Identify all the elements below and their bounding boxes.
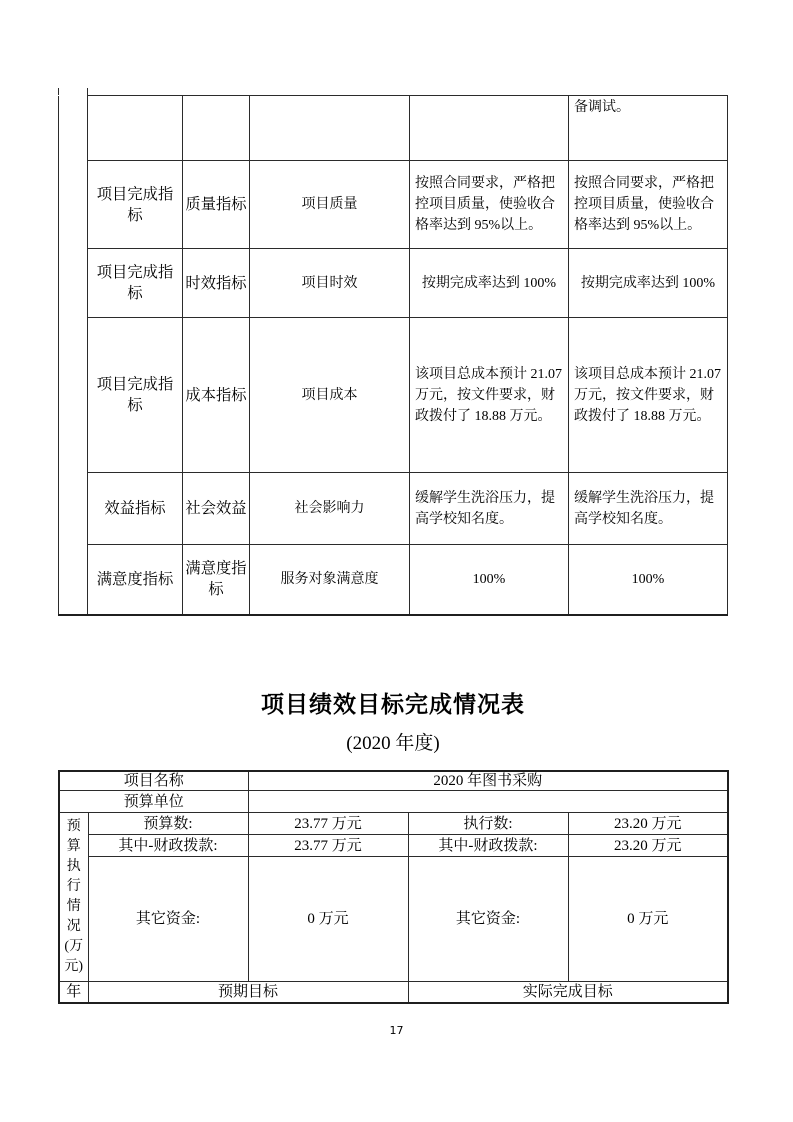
indicator-expected-cell: 缓解学生洗浴压力，提高学校知名度。 xyxy=(410,473,569,545)
budget-row xyxy=(59,835,728,857)
budget-value-cell: 23.77 万元 xyxy=(248,835,408,857)
budget-row xyxy=(59,813,728,835)
year-label-cell: 年 xyxy=(59,982,88,1003)
indicator-row-satisfaction xyxy=(59,545,728,615)
indicator-category-cell: 项目完成指标 xyxy=(88,249,183,318)
project-name-row xyxy=(59,771,728,791)
indicator-name-cell: 项目成本 xyxy=(250,318,410,473)
indicator-table xyxy=(58,95,728,616)
indicator-category-cell xyxy=(88,96,183,161)
indicator-actual-cell: 按照合同要求，严格把控项目质量，使验收合格率达到 95%以上。 xyxy=(569,161,728,249)
budget-value-cell: 23.20 万元 xyxy=(568,813,728,835)
indicator-row-cost xyxy=(59,318,728,473)
indicator-name-cell: 服务对象满意度 xyxy=(250,545,410,615)
budget-row xyxy=(59,857,728,982)
indicator-expected-cell xyxy=(410,96,569,161)
budget-value-cell: 0 万元 xyxy=(248,857,408,982)
indicator-row-continued xyxy=(59,96,728,161)
budget-unit-label-cell: 预算单位 xyxy=(59,791,248,813)
continuation-line-left xyxy=(58,88,59,95)
budget-label-cell: 其中-财政拨款: xyxy=(88,835,248,857)
indicator-name-cell xyxy=(250,96,410,161)
budget-label-cell: 其它资金: xyxy=(408,857,568,982)
indicator-level-cell: 成本指标 xyxy=(183,318,250,473)
budget-label-cell: 预算数: xyxy=(88,813,248,835)
indicator-actual-cell: 该项目总成本预计 21.07 万元，按文件要求，财政拨付了 18.88 万元。 xyxy=(569,318,728,473)
indicator-expected-cell: 该项目总成本预计 21.07 万元，按文件要求，财政拨付了 18.88 万元。 xyxy=(410,318,569,473)
budget-exec-vertical-label-cell: 预 算 执 行 情 况 (万 元) xyxy=(59,813,88,982)
project-name-label-cell: 项目名称 xyxy=(59,771,248,791)
budget-value-cell: 23.77 万元 xyxy=(248,813,408,835)
indicator-row-quality xyxy=(59,161,728,249)
budget-unit-row xyxy=(59,791,728,813)
indicator-level-cell xyxy=(183,96,250,161)
project-name-value-cell: 2020 年图书采购 xyxy=(248,771,728,791)
indicator-category-cell: 满意度指标 xyxy=(88,545,183,615)
page-subtitle: (2020 年度) xyxy=(346,733,440,754)
indicator-name-cell: 社会影响力 xyxy=(250,473,410,545)
budget-value-cell: 0 万元 xyxy=(568,857,728,982)
indicator-row-timeliness xyxy=(59,249,728,318)
actual-goal-header-cell: 实际完成目标 xyxy=(408,982,728,1003)
indicator-actual-cell: 按期完成率达到 100% xyxy=(569,249,728,318)
indicator-expected-cell: 100% xyxy=(410,545,569,615)
indicator-level-cell: 社会效益 xyxy=(183,473,250,545)
indicator-actual-cell: 备调试。 xyxy=(569,96,728,161)
indicator-level-cell: 时效指标 xyxy=(183,249,250,318)
completion-table xyxy=(58,770,729,1004)
continuation-line-gutter xyxy=(87,88,88,95)
indicator-row-benefit xyxy=(59,473,728,545)
indicator-level-cell: 满意度指标 xyxy=(183,545,250,615)
budget-label-cell: 其它资金: xyxy=(88,857,248,982)
budget-label-cell: 执行数: xyxy=(408,813,568,835)
indicator-category-cell: 效益指标 xyxy=(88,473,183,545)
indicator-actual-cell: 缓解学生洗浴压力，提高学校知名度。 xyxy=(569,473,728,545)
budget-unit-value-cell xyxy=(248,791,728,813)
indicator-expected-cell: 按照合同要求，严格把控项目质量，使验收合格率达到 95%以上。 xyxy=(410,161,569,249)
indicator-category-cell: 项目完成指标 xyxy=(88,161,183,249)
indicator-gutter-cell xyxy=(59,96,88,615)
indicator-actual-cell: 100% xyxy=(569,545,728,615)
indicator-name-cell: 项目时效 xyxy=(250,249,410,318)
indicator-category-cell: 项目完成指标 xyxy=(88,318,183,473)
page-title: 项目绩效目标完成情况表 xyxy=(261,692,525,717)
budget-value-cell: 23.20 万元 xyxy=(568,835,728,857)
page-number: 17 xyxy=(389,1024,404,1037)
expected-goal-header-cell: 预期目标 xyxy=(88,982,408,1003)
goals-header-row xyxy=(59,982,728,1003)
budget-label-cell: 其中-财政拨款: xyxy=(408,835,568,857)
indicator-expected-cell: 按期完成率达到 100% xyxy=(410,249,569,318)
indicator-level-cell: 质量指标 xyxy=(183,161,250,249)
indicator-name-cell: 项目质量 xyxy=(250,161,410,249)
